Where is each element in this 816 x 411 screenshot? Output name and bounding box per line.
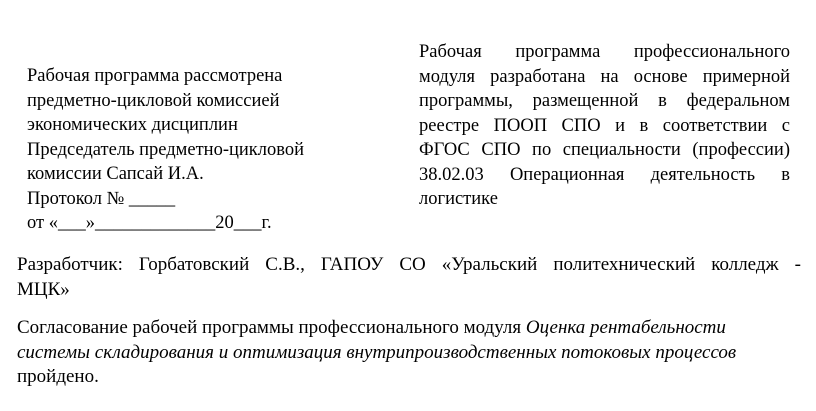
developer-line-1: Разработчик: Горбатовский С.В., ГАПОУ СО «Уральский политехнический колледж - [17,254,801,275]
module-title-part-2: системы складирования и оптимизация внутрипроизводственных потоковых процессов [17,341,737,363]
review-line-3: экономических дисциплин [27,115,238,135]
approval-prefix: Согласование рабочей программы профессионального модуля [17,317,526,338]
module-title-part-1: Оценка рентабельности [525,317,726,338]
developer-line-2: МЦК» [17,278,70,300]
program-basis-block [419,40,790,212]
developer-paragraph [17,253,801,302]
basis-line-3: программы, размещенной в федеральном [419,91,790,111]
basis-line-5: ФГОС СПО по специальности (профессии) [419,140,790,160]
approval-line-2 [17,341,801,366]
review-line-2: предметно-цикловой комиссией [27,90,280,111]
protocol-number-line: Протокол № _____ [27,188,176,209]
protocol-date-line: от «___»_____________20___г. [27,213,272,233]
review-info-block [27,64,357,236]
basis-line-4: реестре ПООП СПО и в соответствии с [419,115,790,136]
approval-paragraph [17,316,801,390]
chairman-line: Председатель предметно-цикловой [27,139,305,160]
basis-line-1: Рабочая программа профессионального [419,42,790,62]
chairman-name-line: комиссии Сапсай И.А. [27,164,204,184]
basis-line-2: модуля разработана на основе примерной [419,66,790,87]
basis-line-7: логистике [419,189,498,209]
approval-line-3: пройдено. [17,366,99,387]
basis-line-6: 38.02.03 Операционная деятельность в [419,164,790,185]
approval-line-1 [17,316,801,341]
review-line-1: Рабочая программа рассмотрена [27,66,283,86]
